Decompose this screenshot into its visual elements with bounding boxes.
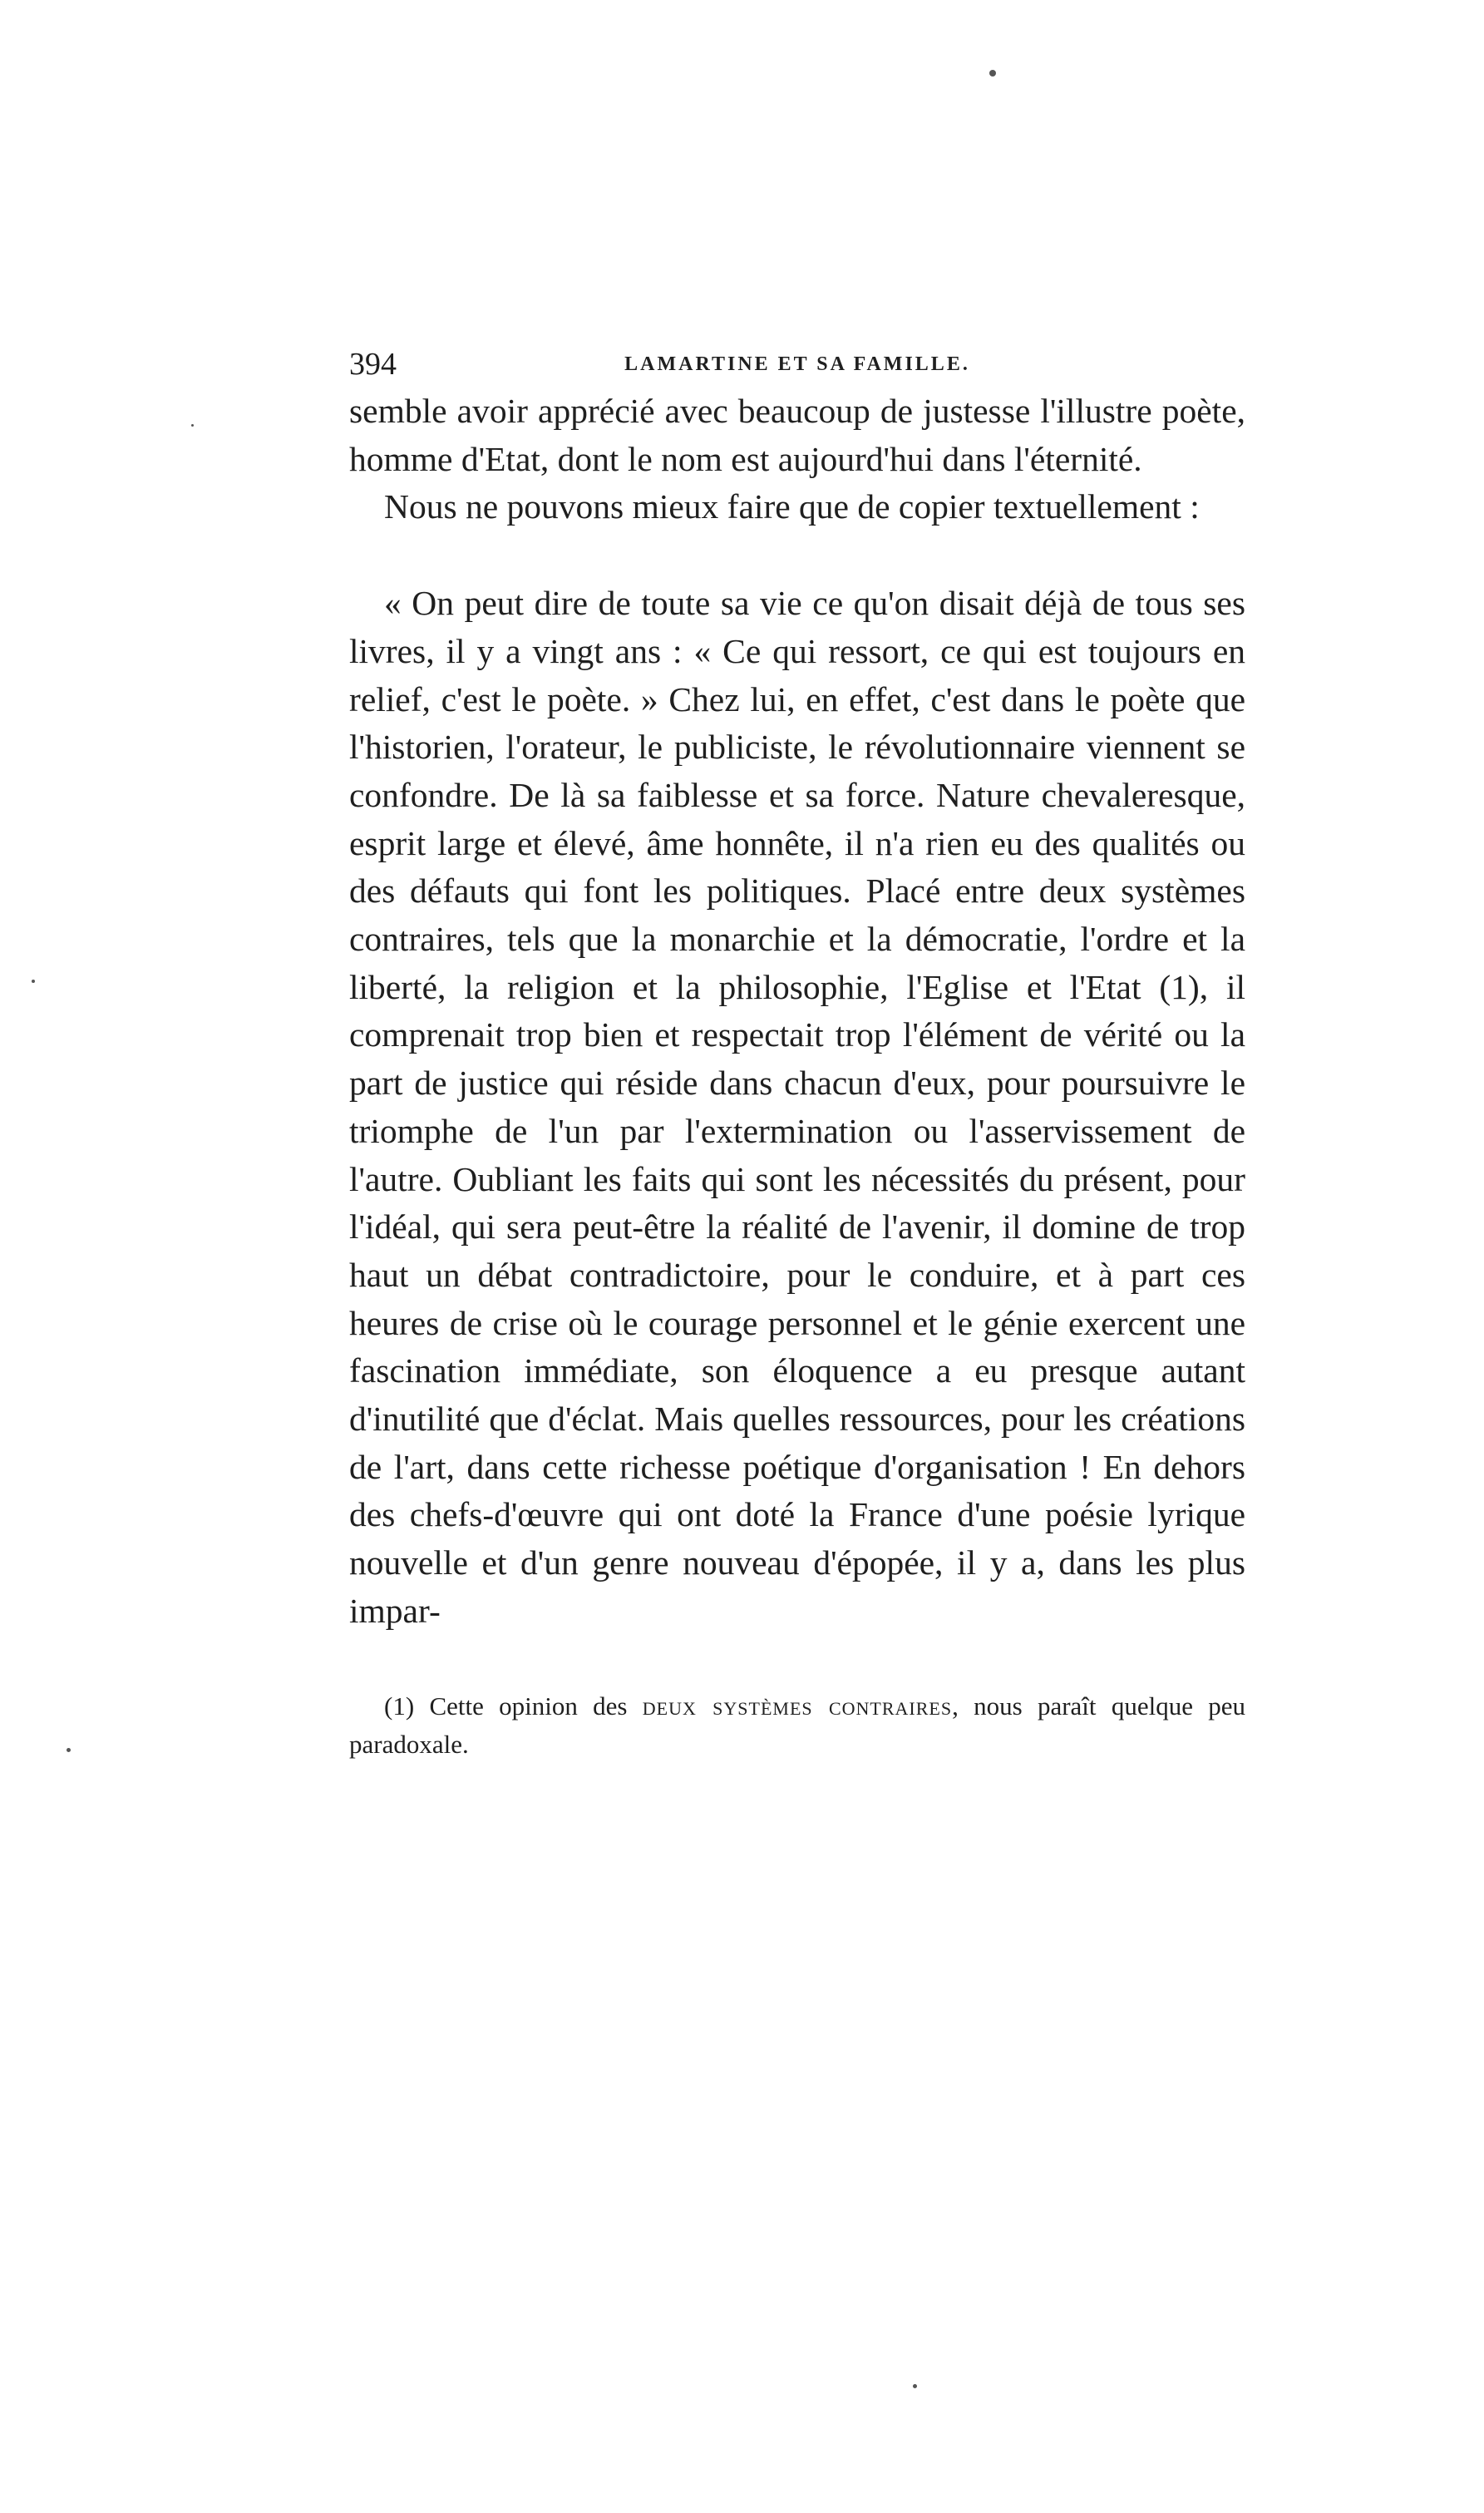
footnotes [349, 1687, 1245, 1764]
paragraph-continuation: semble avoir apprécié avec beaucoup de justesse l'illustre poète, homme d'Etat, dont le nom est aujourd'hui dans l'éternité. [349, 392, 1245, 478]
paragraph-quotation: « On peut dire de toute sa vie ce qu'on disait déjà de tous ses livres, il y a vingt ans : « Ce qui ressort, ce qui est toujours en relief, c'est le poète. » Chez lui, en effet, c'est dans le poète que l'historien, l'orateur, le publiciste, le révolutionnaire viennent se confondre. De là sa faiblesse et sa force. Nature chevaleresque, esprit large et élevé, âme honnête, il n'a rien eu des qualités ou des défauts qui font les politiques. Placé entre deux systèmes contraires, tels que la monarchie et la démocratie, l'ordre et la liberté, la religion et la philosophie, l'Eglise et l'Etat (1), il comprenait trop bien et respectait trop l'élément de vérité ou la part de justice qui réside dans chacun d'eux, pour poursuivre le triomphe de l'un par l'extermination ou l'asservissement de l'autre. Oubliant les faits qui sont les nécessités du présent, pour l'idéal, qui sera peut-être la réalité de l'avenir, il domine de trop haut un débat contradictoire, pour le conduire, et à part ces heures de crise où le courage personnel et le génie exercent une fascination immédiate, son éloquence a eu presque autant d'inutilité que d'éclat. Mais quelles ressources, pour les créations de l'art, dans cette richesse poétique d'organisation ! En dehors des chefs-d'œuvre qui ont doté la France d'une poésie lyrique nouvelle et d'un genre nouveau d'épopée, il y a, dans les plus impar- [349, 584, 1245, 1630]
running-title: LAMARTINE ET SA FAMILLE. [624, 353, 970, 375]
scan-speck [32, 980, 35, 983]
footnote-text-before: Cette opinion des [429, 1691, 628, 1721]
footnote-small-caps: deux systèmes contraires [642, 1691, 953, 1721]
paragraph-intro: Nous ne pouvons mieux faire que de copier textuellement : [384, 487, 1200, 526]
footnote-marker: (1) [384, 1691, 415, 1721]
footnote-text-after: , nous paraît quelque peu paradoxale. [349, 1691, 1246, 1759]
scan-speck [67, 1748, 71, 1752]
scan-speck [913, 2384, 917, 2388]
scan-speck [989, 70, 996, 77]
body-text [349, 388, 1245, 1636]
page-header [349, 341, 1245, 388]
scan-speck [191, 424, 194, 427]
paragraph-gap [349, 531, 1245, 580]
page-number: 394 [349, 347, 397, 382]
book-page [349, 341, 1245, 1764]
footnote [349, 1687, 1245, 1764]
